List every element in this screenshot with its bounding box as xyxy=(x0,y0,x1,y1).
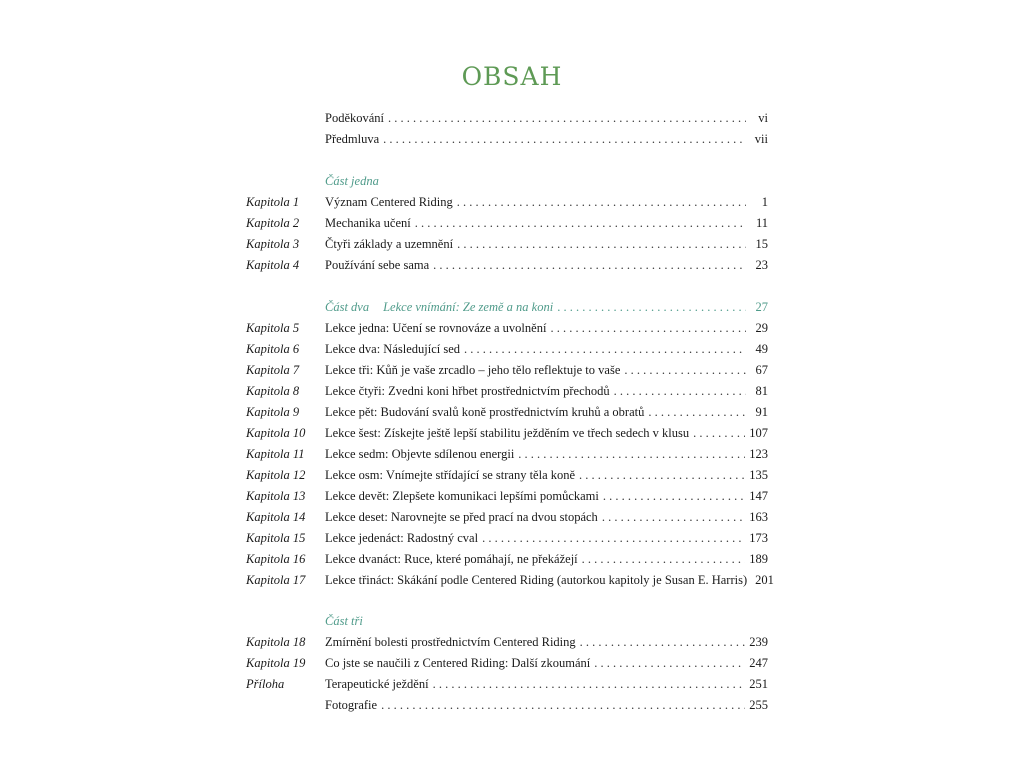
entry-line xyxy=(325,382,768,400)
toc-entry[interactable] xyxy=(0,550,1024,568)
entry-line xyxy=(325,654,768,672)
dot-leader xyxy=(388,109,746,127)
page-number: 147 xyxy=(749,489,768,503)
toc-entry[interactable] xyxy=(0,529,1024,547)
dot-leader xyxy=(550,319,746,337)
chapter-label: Kapitola 5 xyxy=(246,321,300,335)
dot-leader xyxy=(693,424,745,442)
page-number: 255 xyxy=(749,698,768,712)
chapter-label: Kapitola 4 xyxy=(246,258,300,272)
section-entry-line xyxy=(325,298,768,316)
chapter-label: Kapitola 7 xyxy=(246,363,300,377)
page-number: 135 xyxy=(749,468,768,482)
dot-leader xyxy=(464,340,746,358)
toc-entry[interactable] xyxy=(0,487,1024,505)
entry-title[interactable]: Lekce deset: Narovnejte se před prací na dvou stopách xyxy=(325,510,598,524)
entry-line xyxy=(325,193,768,211)
dot-leader xyxy=(579,466,745,484)
entry-title[interactable]: Lekce tři: Kůň je vaše zrcadlo – jeho tělo reflektuje to vaše xyxy=(325,363,621,377)
dot-leader xyxy=(433,675,746,693)
page-number: 123 xyxy=(749,447,768,461)
chapter-label: Kapitola 13 xyxy=(246,489,306,503)
page-number: 81 xyxy=(755,384,768,398)
entry-line xyxy=(325,529,768,547)
entry-line xyxy=(325,633,768,651)
entry-title[interactable]: Lekce devět: Zlepšete komunikaci lepšími pomůckami xyxy=(325,489,599,503)
entry-line xyxy=(325,424,768,442)
dot-leader xyxy=(381,696,745,714)
page-number: 239 xyxy=(749,635,768,649)
entry-title[interactable]: Lekce osm: Vnímejte střídající se strany těla koně xyxy=(325,468,576,482)
dot-leader xyxy=(457,235,746,253)
chapter-label: Kapitola 12 xyxy=(246,468,306,482)
page-number: 67 xyxy=(755,363,768,377)
dot-leader xyxy=(383,130,746,148)
toc-entry[interactable] xyxy=(0,214,1024,232)
page-number: 11 xyxy=(755,216,768,230)
entry-title[interactable]: Lekce jedna: Učení se rovnováze a uvolnění xyxy=(325,321,547,335)
dot-leader xyxy=(557,298,746,316)
dot-leader xyxy=(594,654,745,672)
entry-line xyxy=(325,109,768,127)
entry-title[interactable]: Lekce dva: Následující sed xyxy=(325,342,461,356)
chapter-label: Kapitola 16 xyxy=(246,552,306,566)
toc-entry[interactable] xyxy=(0,382,1024,400)
dot-leader xyxy=(603,487,745,505)
toc-entry[interactable] xyxy=(0,633,1024,651)
toc-entry[interactable] xyxy=(0,193,1024,211)
entry-title[interactable]: Čtyři základy a uzemnění xyxy=(325,237,454,251)
entry-line xyxy=(325,319,768,337)
chapter-label: Kapitola 2 xyxy=(246,216,300,230)
page-number: 23 xyxy=(755,258,768,272)
chapter-label: Příloha xyxy=(246,677,285,691)
dot-leader xyxy=(415,214,746,232)
entry-line xyxy=(325,130,768,148)
section-title[interactable]: Lekce vnímání: Ze země a na koni xyxy=(383,300,554,314)
entry-line xyxy=(325,403,768,421)
chapter-label: Kapitola 1 xyxy=(246,195,300,209)
dot-leader xyxy=(457,193,746,211)
entry-title[interactable]: Fotografie xyxy=(325,698,378,712)
chapter-label: Kapitola 17 xyxy=(246,573,306,587)
page-number: 189 xyxy=(749,552,768,566)
chapter-label: Kapitola 18 xyxy=(246,635,306,649)
section-heading: Část tři xyxy=(325,614,363,628)
entry-title[interactable]: Mechanika učení xyxy=(325,216,411,230)
toc-entry[interactable] xyxy=(0,319,1024,337)
entry-line xyxy=(325,361,768,379)
toc-entry[interactable] xyxy=(0,403,1024,421)
toc-entry[interactable] xyxy=(0,466,1024,484)
section-heading-row[interactable] xyxy=(0,298,1024,316)
entry-line xyxy=(325,256,768,274)
dot-leader xyxy=(624,361,746,379)
entry-title[interactable]: Zmírnění bolesti prostřednictvím Centered Riding xyxy=(325,635,576,649)
toc-entry[interactable] xyxy=(0,235,1024,253)
chapter-label: Kapitola 10 xyxy=(246,426,306,440)
page-title: OBSAH xyxy=(461,62,563,91)
toc-entry[interactable] xyxy=(0,361,1024,379)
page-number: 49 xyxy=(755,342,768,356)
page-number: 91 xyxy=(755,405,768,419)
page-number: 107 xyxy=(749,426,768,440)
entry-line xyxy=(325,487,768,505)
entry-line xyxy=(325,571,774,589)
entry-line xyxy=(325,675,768,693)
toc-entry[interactable] xyxy=(0,675,1024,693)
entry-line xyxy=(325,445,768,463)
entry-line xyxy=(325,214,768,232)
chapter-label: Kapitola 19 xyxy=(246,656,306,670)
dot-leader xyxy=(433,256,746,274)
entry-title[interactable]: Lekce sedm: Objevte sdílenou energii xyxy=(325,447,515,461)
chapter-label: Kapitola 3 xyxy=(246,237,300,251)
dot-leader xyxy=(580,633,746,651)
chapter-label: Kapitola 9 xyxy=(246,405,300,419)
entry-line xyxy=(325,696,768,714)
entry-title[interactable]: Lekce třináct: Skákání podle Centered Riding (autorkou kapitoly je Susan E. Harris) xyxy=(325,573,748,587)
page-number: 15 xyxy=(755,237,768,251)
toc-entry[interactable] xyxy=(0,696,1024,714)
entry-line xyxy=(325,466,768,484)
toc-entry[interactable] xyxy=(0,424,1024,442)
entry-title[interactable]: Poděkování xyxy=(325,111,385,125)
entry-title[interactable]: Používání sebe sama xyxy=(325,258,430,272)
page-number: 173 xyxy=(749,531,768,545)
page-number: 247 xyxy=(749,656,768,670)
entry-title[interactable]: Lekce jedenáct: Radostný cval xyxy=(325,531,479,545)
section-heading: Část dva xyxy=(325,300,370,314)
entry-title[interactable]: Lekce čtyři: Zvedni koni hřbet prostřednictvím přechodů xyxy=(325,384,610,398)
entry-title[interactable]: Lekce šest: Získejte ještě lepší stabilitu ježděním ve třech sedech v klusu xyxy=(325,426,690,440)
chapter-label: Kapitola 6 xyxy=(246,342,300,356)
page-number: 251 xyxy=(749,677,768,691)
toc-entry[interactable] xyxy=(0,130,1024,148)
dot-leader xyxy=(518,445,745,463)
chapter-label: Kapitola 15 xyxy=(246,531,306,545)
toc-entry[interactable] xyxy=(0,256,1024,274)
page-number: vii xyxy=(754,132,768,146)
page-number: 29 xyxy=(755,321,768,335)
entry-title[interactable]: Předmluva xyxy=(325,132,380,146)
entry-title[interactable]: Co jste se naučili z Centered Riding: Další zkoumání xyxy=(325,656,591,670)
page-number: 27 xyxy=(755,300,768,314)
entry-line xyxy=(325,340,768,358)
dot-leader xyxy=(648,403,746,421)
toc-entry[interactable] xyxy=(0,571,1024,589)
toc-entry[interactable] xyxy=(0,445,1024,463)
entry-line xyxy=(325,508,768,526)
chapter-label: Kapitola 11 xyxy=(246,447,305,461)
entry-line xyxy=(325,235,768,253)
dot-leader xyxy=(614,382,746,400)
entry-title[interactable]: Terapeutické ježdění xyxy=(325,677,429,691)
dot-leader xyxy=(482,529,745,547)
toc-entry[interactable] xyxy=(0,109,1024,127)
chapter-label: Kapitola 8 xyxy=(246,384,300,398)
entry-title[interactable]: Lekce dvanáct: Ruce, které pomáhají, ne překážejí xyxy=(325,552,578,566)
page-number: vi xyxy=(758,111,768,125)
dot-leader xyxy=(582,550,746,568)
page-number: 201 xyxy=(755,573,774,587)
chapter-label: Kapitola 14 xyxy=(246,510,306,524)
toc-entry[interactable] xyxy=(0,508,1024,526)
dot-leader xyxy=(602,508,745,526)
entry-title[interactable]: Lekce pět: Budování svalů koně prostřednictvím kruhů a obratů xyxy=(325,405,645,419)
entry-title[interactable]: Význam Centered Riding xyxy=(325,195,453,209)
entry-line xyxy=(325,550,768,568)
toc-entry[interactable] xyxy=(0,654,1024,672)
page-number: 1 xyxy=(761,195,768,209)
section-heading: Část jedna xyxy=(325,174,379,188)
page-number: 163 xyxy=(749,510,768,524)
toc-entry[interactable] xyxy=(0,340,1024,358)
